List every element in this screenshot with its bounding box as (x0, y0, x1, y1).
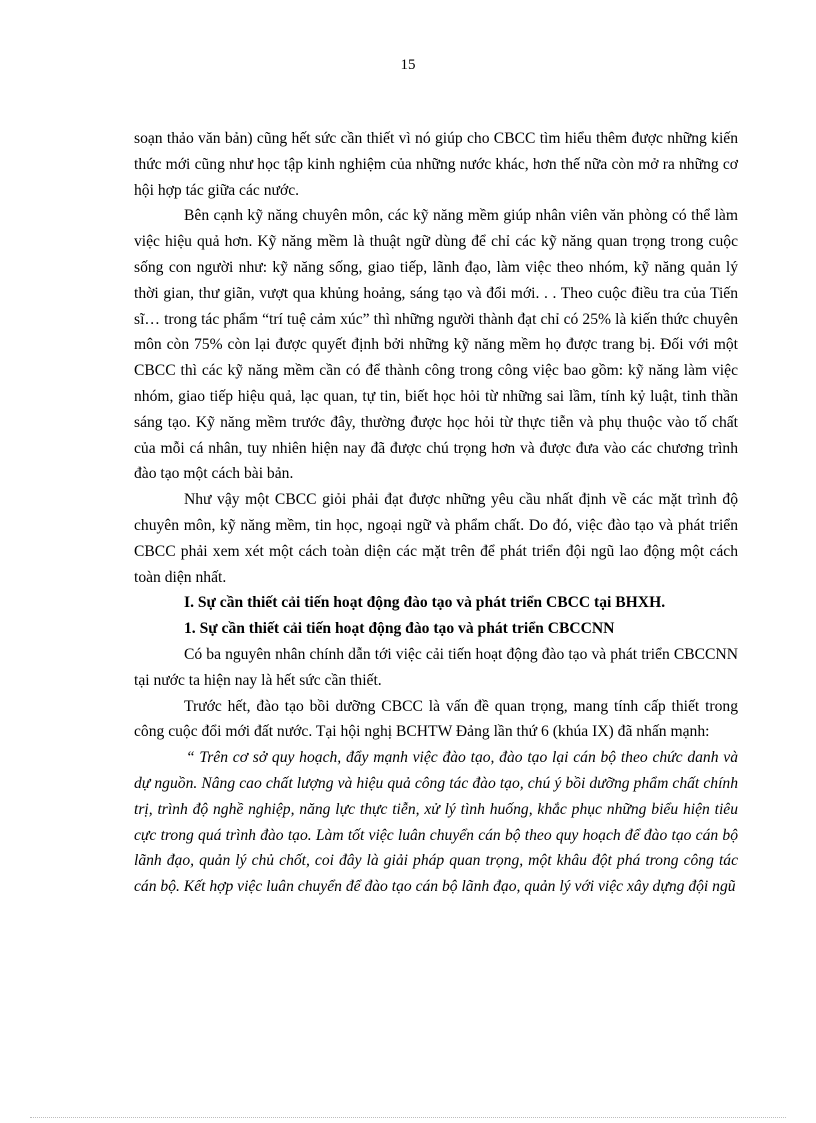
paragraph-reasons: Có ba nguyên nhân chính dẫn tới việc cải tiến hoạt động đào tạo và phát triển CBCCNN tại nước ta hiện nay là hết sức cần thiết. (134, 645, 738, 689)
page-number: 15 (400, 57, 416, 73)
paragraph-first-reason: Trước hết, đào tạo bồi dưỡng CBCC là vấn đề quan trọng, mang tính cấp thiết trong công cuộc đổi mới đất nước. Tại hội nghị BCHTW Đảng lần thứ 6 (khúa IX) đã nhấn mạnh: (134, 697, 738, 741)
subsection-heading-1: 1. Sự cần thiết cải tiến hoạt động đào tạo và phát triển CBCCNN (184, 620, 615, 638)
paragraph-soft-skills: Bên cạnh kỹ năng chuyên môn, các kỹ năng mềm giúp nhân viên văn phòng có thể làm việc hiệu quả hơn. Kỹ năng mềm là thuật ngữ dùng để chỉ các kỹ năng quan trọng trong cuộc sống con người như: kỹ năng sống, giao tiếp, lãnh đạo, làm việc theo nhóm, kỹ năng quản lý thời gian, thư giãn, vượt qua khủng hoảng, sáng tạo và đổi mới. . . Theo cuộc điều tra của Tiến sĩ… trong tác phẩm “trí tuệ cảm xúc” thì những người thành đạt chỉ có 25% là kiến thức chuyên môn còn 75% còn lại được quyết định bởi những kỹ năng mềm họ được trang bị. Đối với một CBCC thì các kỹ năng mềm cần có để thành công trong công việc bao gồm: kỹ năng làm việc nhóm, giao tiếp hiệu quả, lạc quan, tự tin, biết học hỏi từ những sai lầm, tính kỷ luật, tinh thần sáng tạo. Kỹ năng mềm trước đây, thường được học hỏi từ thực tiễn và phụ thuộc vào tố chất của mỗi cá nhân, tuy nhiên hiện nay đã được chú trọng hơn và được đưa vào các chương trình đào tạo một cách bài bản. (134, 207, 738, 483)
paragraph-summary: Như vậy một CBCC giỏi phải đạt được những yêu cầu nhất định về các mặt trình độ chuyên môn, kỹ năng mềm, tin học, ngoại ngữ và phẩm chất. Do đó, việc đào tạo và phát triển CBCC phải xem xét một cách toàn diện các mặt trên để phát triển đội ngũ lao động một cách toàn diện nhất. (134, 491, 738, 586)
document-body (134, 126, 738, 900)
section-heading-1: I. Sự cần thiết cải tiến hoạt động đào tạo và phát triển CBCC tại BHXH. (184, 594, 666, 612)
block-quote: “ Trên cơ sở quy hoạch, đẩy mạnh việc đào tạo, đào tạo lại cán bộ theo chức danh và dự nguồn. Nâng cao chất lượng và hiệu quả công tác đào tạo, chú ý bồi dưỡng phẩm chất chính trị, trình độ nghề nghiệp, năng lực thực tiễn, xử lý tình huống, khắc phục những biểu hiện tiêu cực trong quá trình đào tạo. Làm tốt việc luân chuyển cán bộ theo quy hoạch để đào tạo cán bộ lãnh đạo, quản lý chủ chốt, coi đây là giải pháp quan trọng, một khâu đột phá trong công tác cán bộ. Kết hợp việc luân chuyển để đào tạo cán bộ lãnh đạo, quản lý với việc xây dựng đội ngũ (134, 749, 738, 896)
paragraph-continuation: soạn thảo văn bản) cũng hết sức cần thiết vì nó giúp cho CBCC tìm hiểu thêm được những kiến thức mới cũng như học tập kinh nghiệm của những nước khác, hơn thế nữa còn mở ra những cơ hội hợp tác giữa các nước. (134, 130, 738, 199)
page-bottom-divider (30, 1117, 786, 1118)
